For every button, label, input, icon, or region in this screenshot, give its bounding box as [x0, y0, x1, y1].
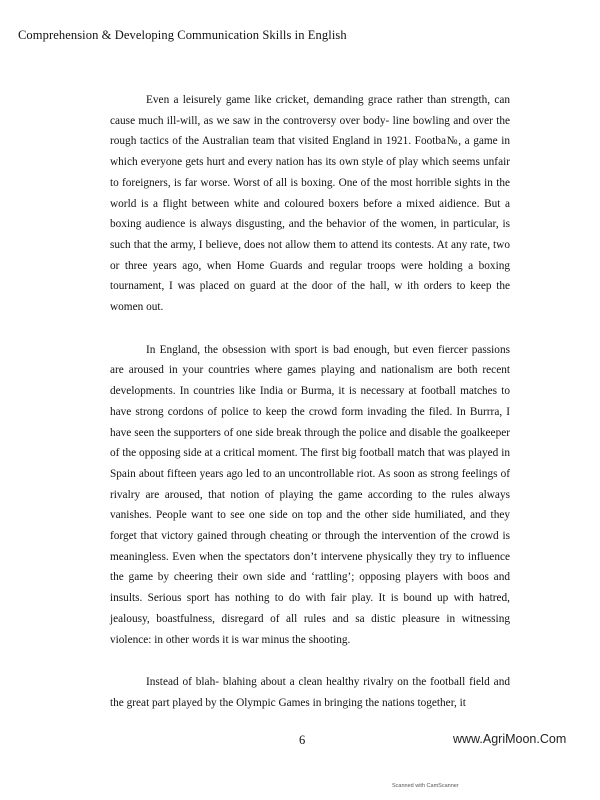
paragraph-2: In England, the obsession with sport is bad enough, but even fiercer passions are aroused in your countries where games playing and nationalism are both recent developments. In countries like India or Burma, it is necessary at football matches to have strong cordons of police to keep the crowd form invading the filed. In Burrra, I have seen the supporters of one side break through the police and disable the goalkeeper of the opposing side at a critical moment. The first big football match that was played in Spain about fifteen years ago led to an uncontrollable riot. As soon as strong feelings of rivalry are aroused, that notion of playing the game according to the rules always vanishes. People want to see one side on top and the other side humiliated, and they forget that victory gained through cheating or through the intervention of the crowd is meaningless. Even when the spectators don’t intervene physically they try to influence the game by cheering their own side and ‘rattling’; opposing players with boos and insults. Serious sport has nothing to do with fair play. It is bound up with hatred, jealousy, boastfulness, disregard of all rules and sa distic pleasure in witnessing violence: in other words it is war minus the shooting.	[110, 343, 510, 646]
paragraph-3: Instead of blah- blahing about a clean healthy rivalry on the football field and the great part played by the Olympic Games in bringing the nations together, it	[110, 676, 510, 709]
scanner-watermark: Scanned with CamScanner	[392, 783, 459, 789]
body-text	[110, 90, 510, 714]
page-number: 6	[299, 733, 306, 747]
paragraph-1: Even a leisurely game like cricket, demanding grace rather than strength, can cause much ill-will, as we saw in the controversy over body- line bowling and over the rough tactics of the Australian team that visited England in 1921. Footba№, a game in which everyone gets hurt and every nation has its own style of play which seems unfair to foreigners, is far worse. Worst of all is boxing. One of the most horrible sights in the world is a flight between white and coloured boxers before a mixed aidience. But a boxing audience is always disgusting, and the behavior of the women, in particular, is such that the army, I believe, does not allow them to attend its contests. At any rate, two or three years ago, when Home Guards and regular troops were holding a boxing tournament, I was placed on guard at the door of the hall, w ith orders to keep the women out.	[110, 94, 510, 314]
running-header: Comprehension & Developing Communication Skills in English	[18, 28, 347, 42]
footer-website: www.AgriMoon.Com	[453, 732, 567, 746]
